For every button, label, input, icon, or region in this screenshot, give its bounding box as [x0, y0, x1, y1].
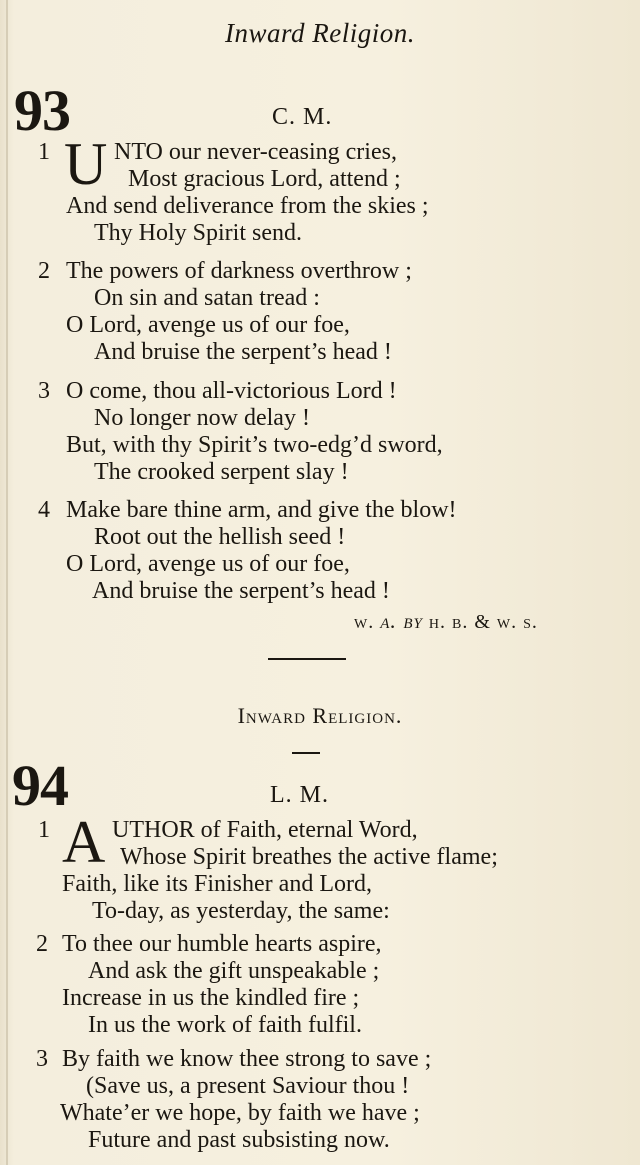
section-title: Inward Religion.: [237, 703, 403, 728]
hymn-94-verse-1-line-3: Faith, like its Finisher and Lord,: [62, 871, 372, 897]
hymn-94-meter: L. M.: [270, 782, 329, 808]
hymn-93-verse-1-line-1: NTO our never-ceasing cries,: [114, 139, 397, 165]
hymn-93-verse-2-number: 2: [38, 258, 50, 284]
short-divider-rule: [292, 752, 320, 754]
hymn-94-verse-3-line-2: (Save us, a present Saviour thou !: [86, 1073, 410, 1099]
hymn-94-verse-1-line-2: Whose Spirit breathes the active flame;: [120, 844, 498, 870]
hymn-93-verse-4-line-3: O Lord, avenge us of our foe,: [66, 551, 350, 577]
attribution-italic: a. by: [380, 608, 423, 633]
hymn-93-dropcap: U: [64, 131, 108, 197]
hymn-93-verse-1-number: 1: [38, 139, 50, 165]
hymn-94-number: 94: [12, 753, 68, 818]
hymn-93-verse-4-number: 4: [38, 497, 50, 523]
hymn-94-verse-2-line-2: And ask the gift unspeakable ;: [88, 958, 380, 984]
hymn-93-verse-1-line-4: Thy Holy Spirit send.: [94, 220, 302, 246]
hymn-93-verse-4-line-1: Make bare thine arm, and give the blow!: [66, 497, 457, 523]
attribution-suffix: h. b. & w. s.: [422, 611, 538, 633]
hymn-93-verse-4-line-2: Root out the hellish seed !: [94, 524, 346, 550]
hymn-93-verse-3-number: 3: [38, 378, 50, 404]
section-divider-rule: [268, 658, 346, 660]
hymn-94-verse-2-line-3: Increase in us the kindled fire ;: [62, 985, 360, 1011]
hymn-94-verse-1-line-4: To-day, as yesterday, the same:: [92, 898, 390, 924]
hymn-93-verse-2-line-2: On sin and satan tread :: [94, 285, 320, 311]
hymn-93-number: 93: [14, 78, 70, 143]
attribution-prefix: w.: [354, 611, 381, 633]
running-head: Inward Religion.: [225, 18, 415, 48]
hymn-93-verse-4-line-4: And bruise the serpent’s head !: [92, 578, 390, 604]
hymn-94-verse-1-line-1: UTHOR of Faith, eternal Word,: [112, 817, 418, 843]
hymn-93-meter: C. M.: [272, 104, 333, 130]
hymn-94-verse-2-number: 2: [36, 931, 48, 957]
binding-gutter: [6, 0, 8, 1165]
hymn-93-verse-3-line-2: No longer now delay !: [94, 405, 310, 431]
hymn-93-verse-2-line-4: And bruise the serpent’s head !: [94, 339, 392, 365]
hymn-94-verse-3-line-1: By faith we know thee strong to save ;: [62, 1046, 432, 1072]
hymn-93-verse-3-line-1: O come, thou all-victorious Lord !: [66, 378, 397, 404]
hymn-93-verse-3-line-4: The crooked serpent slay !: [94, 459, 349, 485]
hymn-94-dropcap: A: [62, 809, 106, 875]
hymn-93-verse-1-line-3: And send deliverance from the skies ;: [66, 193, 429, 219]
hymn-94-verse-2-line-1: To thee our humble hearts aspire,: [62, 931, 382, 957]
hymn-93-verse-2-line-3: O Lord, avenge us of our foe,: [66, 312, 350, 338]
hymn-94-verse-3-line-3: Whate’er we hope, by faith we have ;: [60, 1100, 420, 1126]
hymn-94-verse-1-number: 1: [38, 817, 50, 843]
hymn-93-verse-1-line-2: Most gracious Lord, attend ;: [128, 166, 401, 192]
hymn-93-verse-3-line-3: But, with thy Spirit’s two-edg’d sword,: [66, 432, 443, 458]
hymn-94-verse-2-line-4: In us the work of faith fulfil.: [88, 1012, 362, 1038]
hymn-94-verse-3-number: 3: [36, 1046, 48, 1072]
hymn-93-attribution: [354, 608, 538, 634]
hymn-94-verse-3-line-4: Future and past subsisting now.: [88, 1127, 390, 1153]
hymn-93-verse-2-line-1: The powers of darkness overthrow ;: [66, 258, 412, 284]
